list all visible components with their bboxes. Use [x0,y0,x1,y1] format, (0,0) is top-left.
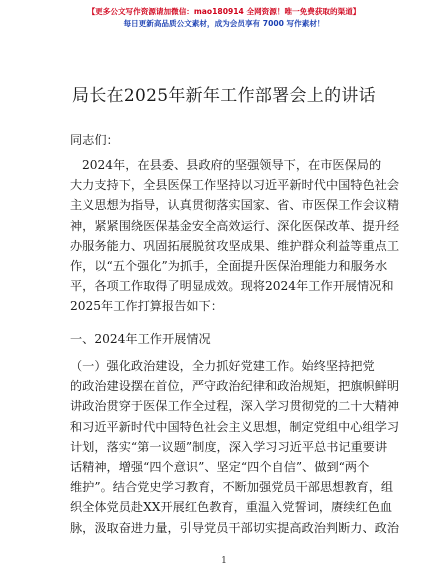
page-number: 1 [221,556,227,566]
paragraph-line: 脉，汲取奋进力量，引导党员干部切实提高政治判断力、政治 [70,520,400,535]
paragraph-line: 大力支持下，全县医保工作坚持以习近平新时代中国特色社会 [70,178,400,193]
paragraph-line: 和习近平新时代中国特色社会主义思想，制定党组中心组学习 [70,419,400,434]
paragraph-line: 主义思想为指导，认真贯彻落实国家、省、市医保工作会议精 [70,198,400,213]
paragraph-line: 平，各项工作取得了明显成效。现将2024年工作开展情况和 [70,279,394,294]
paragraph-line: 话精神，增强“四个意识”、坚定“四个自信”、做到“两个 [70,460,370,475]
promo-line-1: 【更多公文写作资源请加微信：mao180914 全网资源！唯一免费获取的渠道】 [87,7,361,16]
section-paragraph [70,356,400,538]
paragraph-line: 神，紧紧围绕医保基金安全高效运行、深化医保改革、提升经 [70,218,400,233]
paragraph-line: 维护”。结合党史学习教育，不断加强党员干部思想教育，组 [70,480,394,495]
section-heading: 一、2024年工作开展情况 [70,332,211,346]
paragraph-line: 计划，落实“第一议题”制度，深入学习习近平总书记重要讲 [70,439,388,454]
paragraph-line: 办服务能力、巩固拓展脱贫攻坚成果、维护群众利益等重点工 [70,238,400,253]
paragraph-line: 的政治建设摆在首位，严守政治纪律和政治规矩，把旗帜鲜明 [70,379,400,394]
document-title: 局长在2025年新年工作部署会上的讲话 [72,86,376,106]
paragraph-line: 讲政治贯穿于医保工作全过程，深入学习贯彻党的二十大精神 [70,399,400,414]
paragraph-line: （一）强化政治建设，全力抓好党建工作。始终坚持把党 [70,359,375,373]
intro-paragraph [70,155,400,317]
salutation: 同志们： [70,133,119,147]
paragraph-line: 作，以“五个强化”为抓手，全面提升医保治理能力和服务水 [70,259,388,274]
paragraph-line: 织全体党员赴XX开展红色教育，重温入党誓词，赓续红色血 [70,500,393,515]
paragraph-line: 2024年，在县委、县政府的坚强领导下，在市医保局的 [82,158,382,172]
promo-banner [0,6,448,30]
promo-line-2: 每日更新高品质公文素材，成为会员享有 7000 写作素材！ [123,19,325,28]
paragraph-line: 2025年工作打算报告如下： [70,299,223,314]
